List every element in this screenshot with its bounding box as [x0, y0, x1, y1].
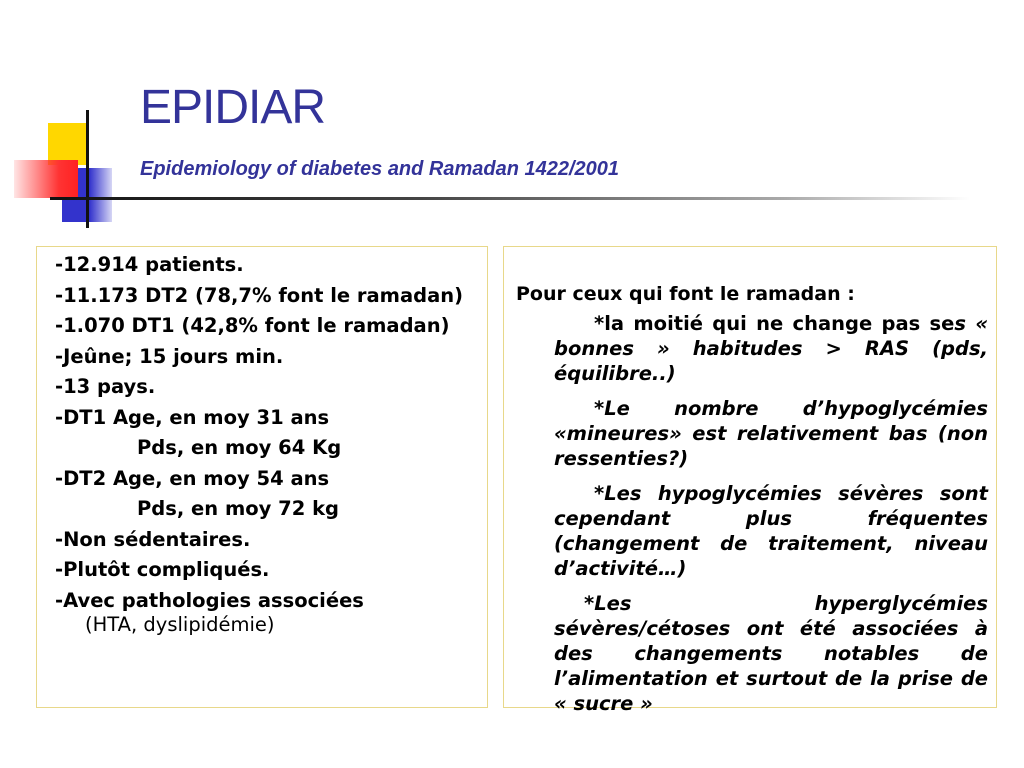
list-item: -12.914 patients. [55, 253, 244, 276]
logo-yellow-square [48, 123, 86, 165]
list-item [55, 589, 473, 638]
list-item: -Jeûne; 15 jours min. [55, 344, 284, 368]
paragraph-severe-hypo: *Les hypoglycémies sévères sont cependant plus fréquentes (changement de traitement, niveau d’activité…) [554, 482, 988, 580]
list-item: -1.070 DT1 (42,8% font le ramadan) [55, 314, 450, 337]
list-item: -DT2 Age, en moy 54 ans [55, 466, 330, 490]
list-item: -Plutôt compliqués. [55, 558, 270, 581]
paragraph-hyperglycemia: *Les hyperglycémies sévères/cétoses ont été associées à des changements notables de l’alimentation et surtout de la prise de « sucre » [554, 592, 988, 715]
list-item-note: (HTA, dyslipidémie) [85, 613, 275, 636]
left-text-box [36, 246, 488, 708]
paragraph-habits [554, 311, 988, 386]
logo-vertical-line [86, 110, 89, 228]
title-underline [50, 197, 970, 200]
decorative-logo [0, 0, 150, 240]
list-item: -11.173 DT2 (78,7% font le ramadan) [55, 283, 464, 307]
paragraph-minor-hypo: *Le nombre d’hypoglycémies «mineures» est relativement bas (non ressenties?) [554, 397, 988, 470]
page-title: EPIDIAR [140, 81, 326, 134]
list-item: Pds, en moy 72 kg [137, 497, 340, 520]
list-item: Pds, en moy 64 Kg [137, 436, 342, 459]
logo-red-bar [14, 160, 78, 198]
paragraph-habits-lead: *la moitié qui ne change pas se [594, 312, 955, 335]
right-heading: Pour ceux qui font le ramadan : [516, 283, 855, 305]
right-text-box [503, 246, 997, 715]
list-item: -DT1 Age, en moy 31 ans [55, 405, 330, 429]
list-item: -13 pays. [55, 375, 156, 398]
page-subtitle: Epidemiology of diabetes and Ramadan 1422/2001 [140, 158, 620, 180]
list-item-text: -Avec pathologies associées [55, 588, 364, 612]
paragraph-habits-rest: s « bonnes » habitudes > RAS (pds, équilibre..) [554, 312, 988, 385]
patient-stats-list [55, 253, 473, 638]
list-item: -Non sédentaires. [55, 527, 251, 551]
